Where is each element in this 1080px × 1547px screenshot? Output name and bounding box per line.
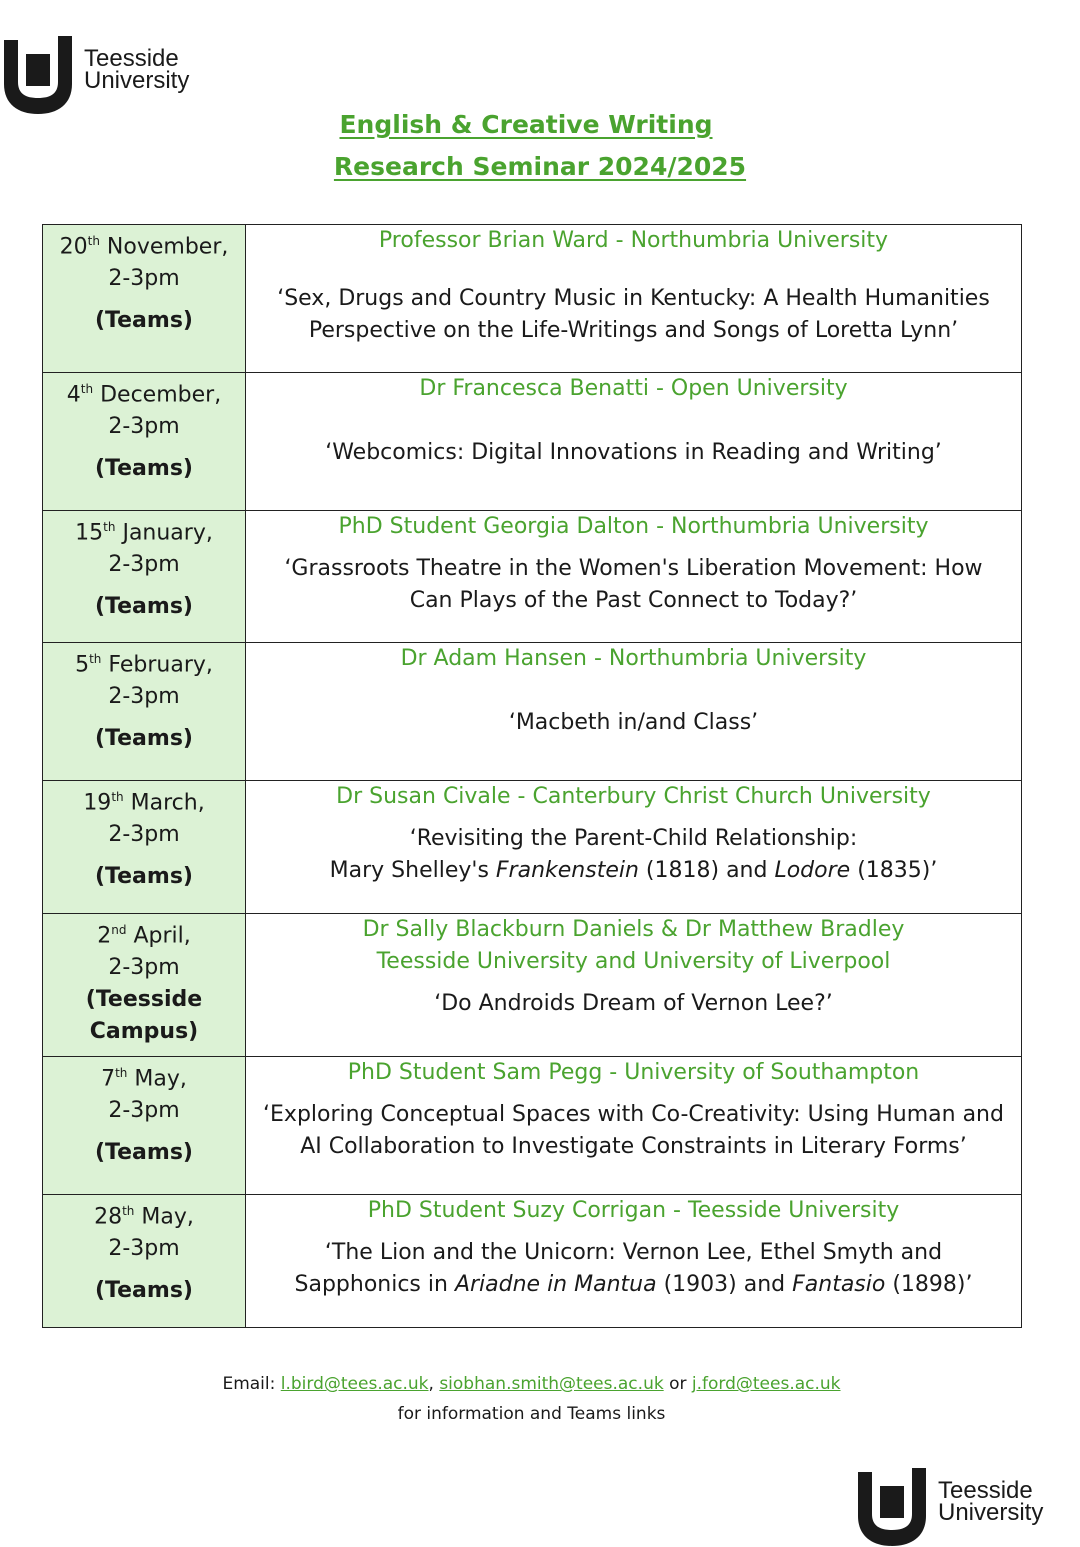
university-logo-footer [858, 1468, 1043, 1546]
date-cell: 20th November, 2-3pm (Teams) [43, 225, 246, 373]
seminar-info-cell [246, 781, 1022, 914]
speaker-affiliation: Teesside University and University of Liverpool [376, 949, 891, 974]
table-row [43, 781, 1022, 914]
date-cell: 7th May, 2-3pm (Teams) [43, 1057, 246, 1195]
date-cell: 4th December, 2-3pm (Teams) [43, 373, 246, 511]
date-cell: 15th January, 2-3pm (Teams) [43, 511, 246, 643]
talk-title: ‘Webcomics: Digital Innovations in Reading and Writing’ [325, 440, 942, 465]
table-row [43, 1195, 1022, 1328]
speaker-name: Dr Francesca Benatti - Open University [419, 376, 848, 401]
footer-note: for information and Teams links [397, 1404, 666, 1424]
date-cell: 19th March, 2-3pm (Teams) [43, 781, 246, 914]
talk-title: ‘The Lion and the Unicorn: Vernon Lee, Ethel Smyth and Sapphonics in Ariadne in Mantua (1903) and Fantasio (1898)’ [294, 1240, 973, 1297]
table-row [43, 511, 1022, 643]
email-link-ford[interactable]: j.ford@tees.ac.uk [691, 1374, 841, 1394]
seminar-schedule-table [42, 224, 1022, 1328]
university-logo-icon [4, 36, 72, 114]
seminar-info-cell [246, 373, 1022, 511]
university-logo [4, 36, 189, 114]
talk-title: ‘Grassroots Theatre in the Women's Liberation Movement: How Can Plays of the Past Connect to Today?’ [284, 556, 983, 613]
date-cell: 5th February, 2-3pm (Teams) [43, 643, 246, 781]
table-row [43, 225, 1022, 373]
logo-line-1: Teesside [938, 1477, 1033, 1504]
talk-title: ‘Revisiting the Parent-Child Relationship: Mary Shelley's Frankenstein (1818) and Lodore (1835)’ [329, 826, 938, 883]
seminar-info-cell [246, 1195, 1022, 1328]
seminar-info-cell [246, 643, 1022, 781]
speaker-name: Dr Sally Blackburn Daniels & Dr Matthew Bradley [362, 917, 905, 942]
talk-title: ‘Macbeth in/and Class’ [508, 710, 759, 735]
footer-contact: Email: l.bird@tees.ac.uk, siobhan.smith@tees.ac.uk or j.ford@tees.ac.uk [222, 1374, 841, 1394]
email-link-smith[interactable]: siobhan.smith@tees.ac.uk [439, 1374, 664, 1394]
date-cell: 2nd April, 2-3pm (Teesside Campus) [43, 914, 246, 1057]
speaker-name: Dr Susan Civale - Canterbury Christ Church University [336, 784, 931, 809]
speaker-name: PhD Student Georgia Dalton - Northumbria University [338, 514, 929, 539]
seminar-info-cell [246, 914, 1022, 1057]
date-cell: 28th May, 2-3pm (Teams) [43, 1195, 246, 1328]
table-row [43, 373, 1022, 511]
table-row [43, 643, 1022, 781]
speaker-name: Professor Brian Ward - Northumbria University [378, 228, 889, 253]
talk-title: ‘Sex, Drugs and Country Music in Kentucky: A Health Humanities Perspective on the Life-Writings and Songs of Loretta Lynn’ [277, 286, 990, 343]
logo-line-2: University [84, 67, 190, 94]
talk-title: ‘Do Androids Dream of Vernon Lee?’ [434, 991, 833, 1016]
email-link-bird[interactable]: l.bird@tees.ac.uk [280, 1374, 429, 1394]
logo-line-2: University [938, 1499, 1044, 1526]
seminar-info-cell [246, 225, 1022, 373]
page-title: English & Creative Writing [339, 110, 713, 139]
speaker-name: PhD Student Sam Pegg - University of Southampton [347, 1060, 920, 1085]
seminar-info-cell [246, 1057, 1022, 1195]
table-row [43, 1057, 1022, 1195]
table-row [43, 914, 1022, 1057]
talk-title: ‘Exploring Conceptual Spaces with Co-Creativity: Using Human and AI Collaboration to Investigate Constraints in Literary Forms’ [263, 1102, 1004, 1159]
speaker-name: Dr Adam Hansen - Northumbria University [400, 646, 867, 671]
seminar-info-cell [246, 511, 1022, 643]
logo-line-1: Teesside [84, 45, 179, 72]
university-logo-icon [858, 1468, 926, 1546]
speaker-name: PhD Student Suzy Corrigan - Teesside University [367, 1198, 900, 1223]
page-subtitle: Research Seminar 2024/2025 [333, 152, 747, 181]
